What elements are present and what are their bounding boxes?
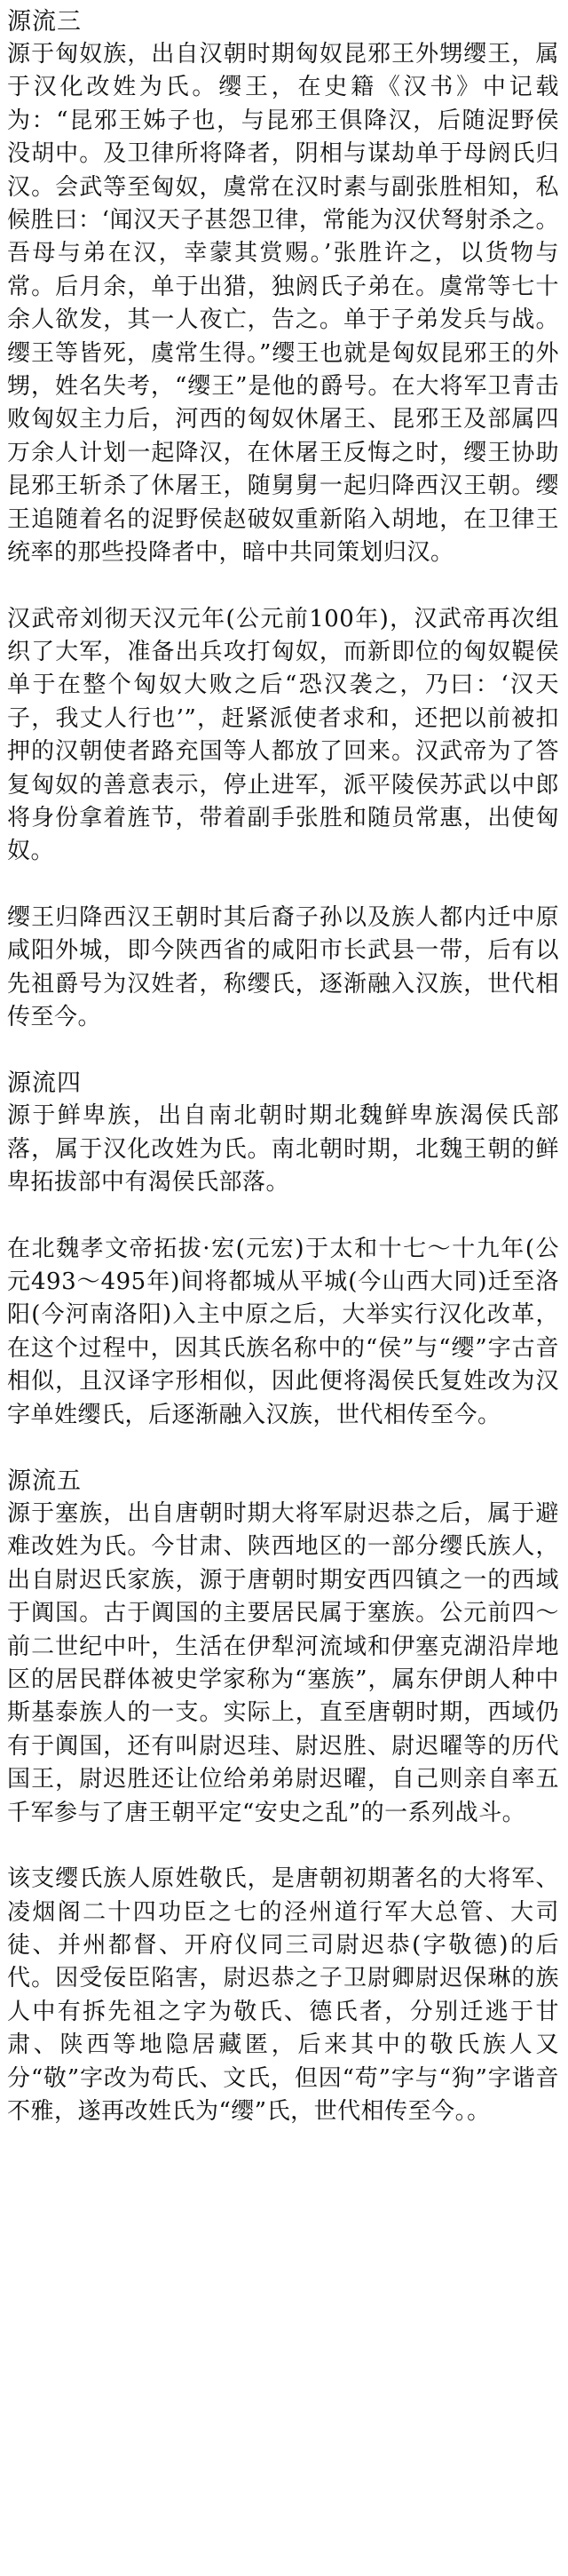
- section-heading: 源流三: [7, 8, 82, 36]
- section-source-3: [7, 5, 559, 1034]
- section-source-4: [7, 1067, 559, 1432]
- section-paragraph: 在北魏孝文帝拓拔·宏(元宏)于太和十七～十九年(公元493～495年)间将都城从平城(今山西大同)迁至洛阳(今河南洛阳)入主中原之后，大举实行汉化改革，在这个过程中，因其氏族名称中的“侯”与“缨”字古音相似，且汉译字形相似，因此便将渴侯氏复姓改为汉字单姓缨氏，后逐渐融入汉族，世代相传至今。: [7, 1235, 559, 1428]
- section-source-5: [7, 1465, 559, 2128]
- paragraph-gap: [7, 1200, 559, 1233]
- section-paragraph: 源于塞族，出自唐朝时期大将军尉迟恭之后，属于避难改姓为氏。今甘肃、陕西地区的一部分缨氏族人，出自尉迟氏家族，源于唐朝时期安西四镇之一的西域于阗国。古于阗国的主要居民属于塞族。公元前四～前二世纪中叶，生活在伊犁河流域和伊塞克湖沿岸地区的居民群体被史学家称为“塞族”，属东伊朗人种中斯基泰族人的一支。实际上，直至唐朝时期，西域仍有于阗国，还有叫尉迟珪、尉迟胜、尉迟曜等的历代国王，尉迟胜还让位给弟弟尉迟曜，自己则亲自率五千军参与了唐王朝平定“安史之乱”的一系列战斗。: [7, 1500, 559, 1826]
- section-gap: [7, 1432, 559, 1465]
- section-heading: 源流四: [7, 1069, 82, 1098]
- paragraph-gap: [7, 570, 559, 603]
- paragraph-gap: [7, 869, 559, 902]
- section-paragraph: 缨王归降西汉王朝时其后裔子孙以及族人都内迁中原咸阳外城，即今陕西省的咸阳市长武县一带，后有以先祖爵号为汉姓者，称缨氏，逐渐融入汉族，世代相传至今。: [7, 903, 559, 1030]
- paragraph-gap: [7, 1830, 559, 1863]
- section-heading: 源流五: [7, 1467, 82, 1496]
- section-paragraph: 源于鲜卑族，出自南北朝时期北魏鲜卑族渴侯氏部落，属于汉化改姓为氏。南北朝时期，北魏王朝的鲜卑拓拔部中有渴侯氏部落。: [7, 1102, 559, 1197]
- section-paragraph: 源于匈奴族，出自汉朝时期匈奴昆邪王外甥缨王，属于汉化改姓为氏。缨王，在史籍《汉书》中记载为：“昆邪王姊子也，与昆邪王俱降汉，后随浞野侯没胡中。及卫律所将降者，阴相与谋劫单于母阏氏归汉。会武等至匈奴，虞常在汉时素与副张胜相知，私候胜曰：‘闻汉天子甚怨卫律，常能为汉伏弩射杀之。吾母与弟在汉，幸蒙其赏赐。’张胜许之，以货物与常。后月余，单于出猎，独阏氏子弟在。虞常等七十余人欲发，其一人夜亡，告之。单于子弟发兵与战。缨王等皆死，虞常生得。”缨王也就是匈奴昆邪王的外甥，姓名失考，“缨王”是他的爵号。在大将军卫青击败匈奴主力后，河西的匈奴休屠王、昆邪王及部属四万余人计划一起降汉，在休屠王反悔之时，缨王协助昆邪王斩杀了休屠王，随舅舅一起归降西汉王朝。缨王追随着名的浞野侯赵破奴重新陷入胡地，在卫律王统率的那些投降者中，暗中共同策划归汉。: [7, 41, 559, 567]
- section-paragraph: 汉武帝刘彻天汉元年(公元前100年)，汉武帝再次组织了大军，准备出兵攻打匈奴，而新即位的匈奴鞮侯单于在整个匈奴大败之后“恐汉袭之，乃曰：‘汉天子，我丈人行也’”，赶紧派使者求和，还把以前被扣押的汉朝使者路充国等人都放了回来。汉武帝为了答复匈奴的善意表示，停止进军，派平陵侯苏武以中郎将身份拿着旌节，带着副手张胜和随员常惠，出使匈奴。: [7, 605, 559, 865]
- section-paragraph: 该支缨氏族人原姓敬氏，是唐朝初期著名的大将军、凌烟阁二十四功臣之七的泾州道行军大总管、大司徒、并州都督、开府仪同三司尉迟恭(字敬德)的后代。因受佞臣陷害，尉迟恭之子卫尉卿尉迟保琳的族人中有拆先祖之字为敬氏、德氏者，分别迁逃于甘肃、陕西等地隐居藏匿，后来其中的敬氏族人又分“敬”字改为苟氏、文氏，但因“苟”字与“狗”字谐音不雅，遂再改姓氏为“缨”氏，世代相传至今。。: [7, 1865, 559, 2125]
- section-gap: [7, 1034, 559, 1067]
